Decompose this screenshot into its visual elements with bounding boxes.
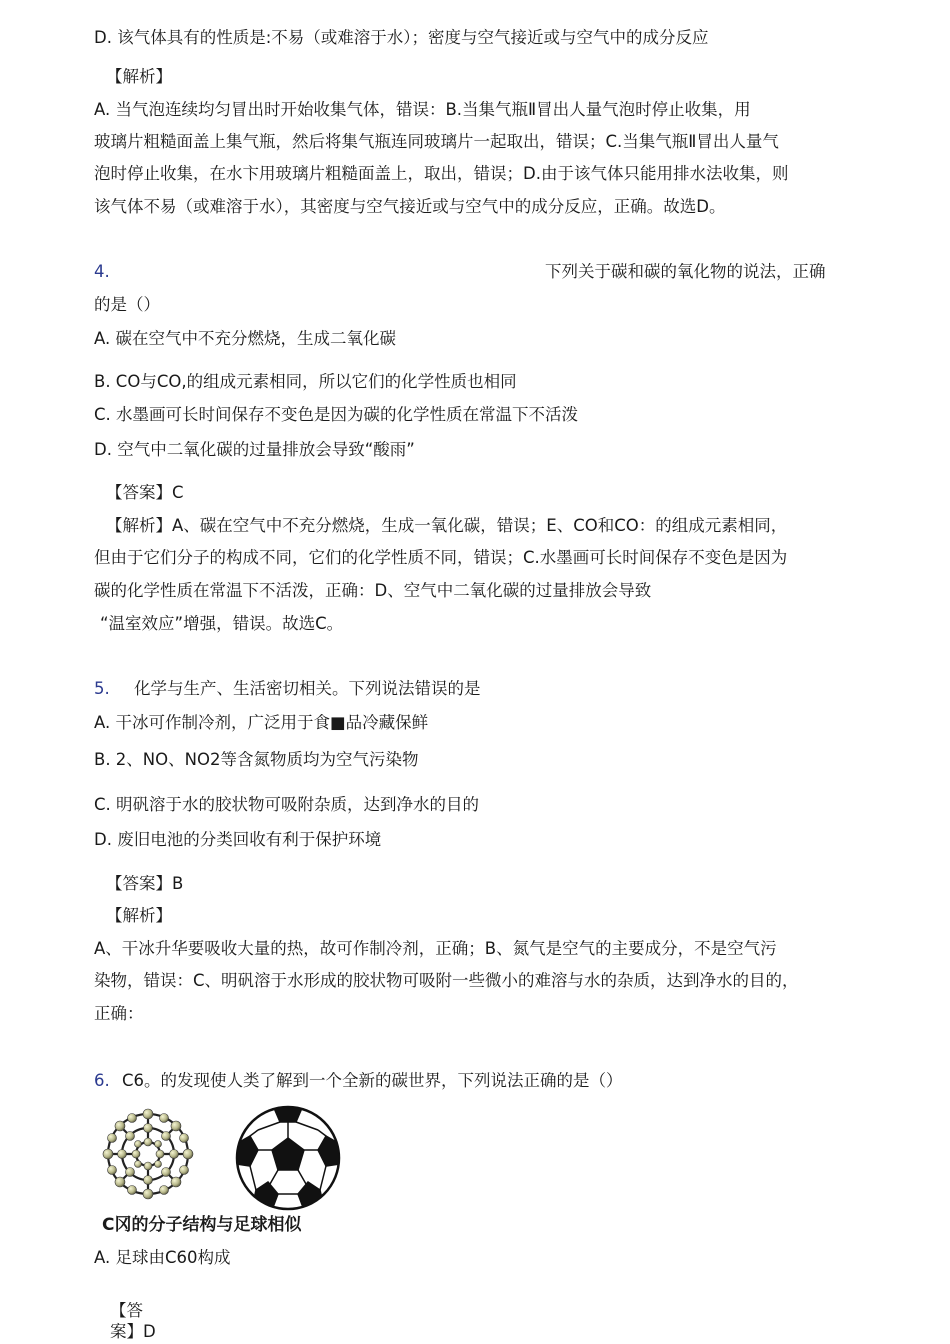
q5-answer: 【答案】B [106,874,184,893]
q5-option-c: C. 明矾溶于水的胶状物可吸附杂质，达到净水的目的 [94,795,480,814]
q6-number: 6. [94,1071,110,1090]
q3-analysis-line-2: 玻璃片粗糙面盖上集气瓶，然后将集气瓶连同玻璃片一起取出，错误；C.当集气瓶Ⅱ冒出人量气 [94,132,779,151]
q4-analysis-line-3: 碳的化学性质在常温下不活泼，正确：D、空气中二氧化碳的过量排放会导致 [94,581,652,600]
q3-analysis-line-3: 泡时停止收集，在水卞用玻璃片粗糙面盖上，取出，错误；D.由于该气体只能用排水法收集，则 [94,164,789,183]
q4-answer: 【答案】C [106,483,184,502]
q4-option-d: D. 空气中二氧化碳的过量排放会导致“酸雨” [94,440,415,459]
q3-option-d: D. 该气体具有的性质是:不易（或难溶于水）；密度与空气接近或与空气中的成分反应 [94,28,709,47]
q4-number: 4. [94,262,110,281]
q4-stem-continued: 的是（） [94,295,160,314]
q4-stem-right: 下列关于碳和碳的氧化物的说法，正确 [545,262,826,281]
q6-answer-part-1: 【答 [110,1301,143,1320]
q4-option-a: A. 碳在空气中不充分燃烧，生成二氧化碳 [94,329,396,348]
q5-option-a: A. 干冰可作制冷剂，广泛用于食■品冷藏保鲜 [94,713,429,732]
q6-option-a: A. 足球由C60构成 [94,1248,231,1267]
q3-analysis-line-4: 该气体不易（或难溶于水），其密度与空气接近或与空气中的成分反应，正确。故选D。 [94,197,726,216]
q5-option-b: B. 2、NO、NO2等含氮物质均为空气污染物 [94,750,419,769]
q6-stem: C6。的发现使人类了解到一个全新的碳世界，下列说法正确的是（） [122,1071,623,1090]
q5-analysis-line-2: 染物，错误：C、明矾溶于水形成的胶状物可吸附一些微小的难溶与水的杂质，达到净水的目的， [94,971,799,990]
q5-stem: 化学与生产、生活密切相关。下列说法错误的是 [134,679,481,698]
c60-molecule-image [92,1100,208,1208]
q4-option-c: C. 水墨画可长时间保存不变色是因为碳的化学性质在常温下不活泼 [94,405,579,424]
q4-analysis-line-4: “温室效应”增强，错误。故选C。 [100,614,344,633]
q5-number: 5. [94,679,110,698]
q4-analysis-line-2: 但由于它们分子的构成不同，它们的化学性质不同，错误；C.水墨画可长时间保存不变色是因为 [94,548,788,567]
q5-analysis-line-1: A、干冰升华要吸收大量的热，故可作制冷剂，正确；B、氮气是空气的主要成分，不是空气污 [94,939,777,958]
q5-analysis-line-3: 正确： [94,1004,144,1023]
q4-option-b: B. CO与CO,的组成元素相同，所以它们的化学性质也相同 [94,372,517,391]
q3-analysis-tag: 【解析】 [106,67,172,86]
q5-analysis-tag: 【解析】 [106,906,172,925]
q3-analysis-line-1: A. 当气泡连续均匀冒出时开始收集气体，错误：B.当集气瓶Ⅱ冒出人量气泡时停止收集，用 [94,100,751,119]
q5-option-d: D. 废旧电池的分类回收有利于保护环境 [94,830,382,849]
soccer-ball-image [234,1104,342,1212]
q6-image-caption: C冈的分子结构与足球相似 [102,1215,302,1235]
q6-answer-part-2: 案】D [110,1322,156,1341]
q4-analysis-line-1: 【解析】A、碳在空气中不充分燃烧，生成一氧化碳，错误；E、CO和CO：的组成元素相同， [106,516,788,535]
